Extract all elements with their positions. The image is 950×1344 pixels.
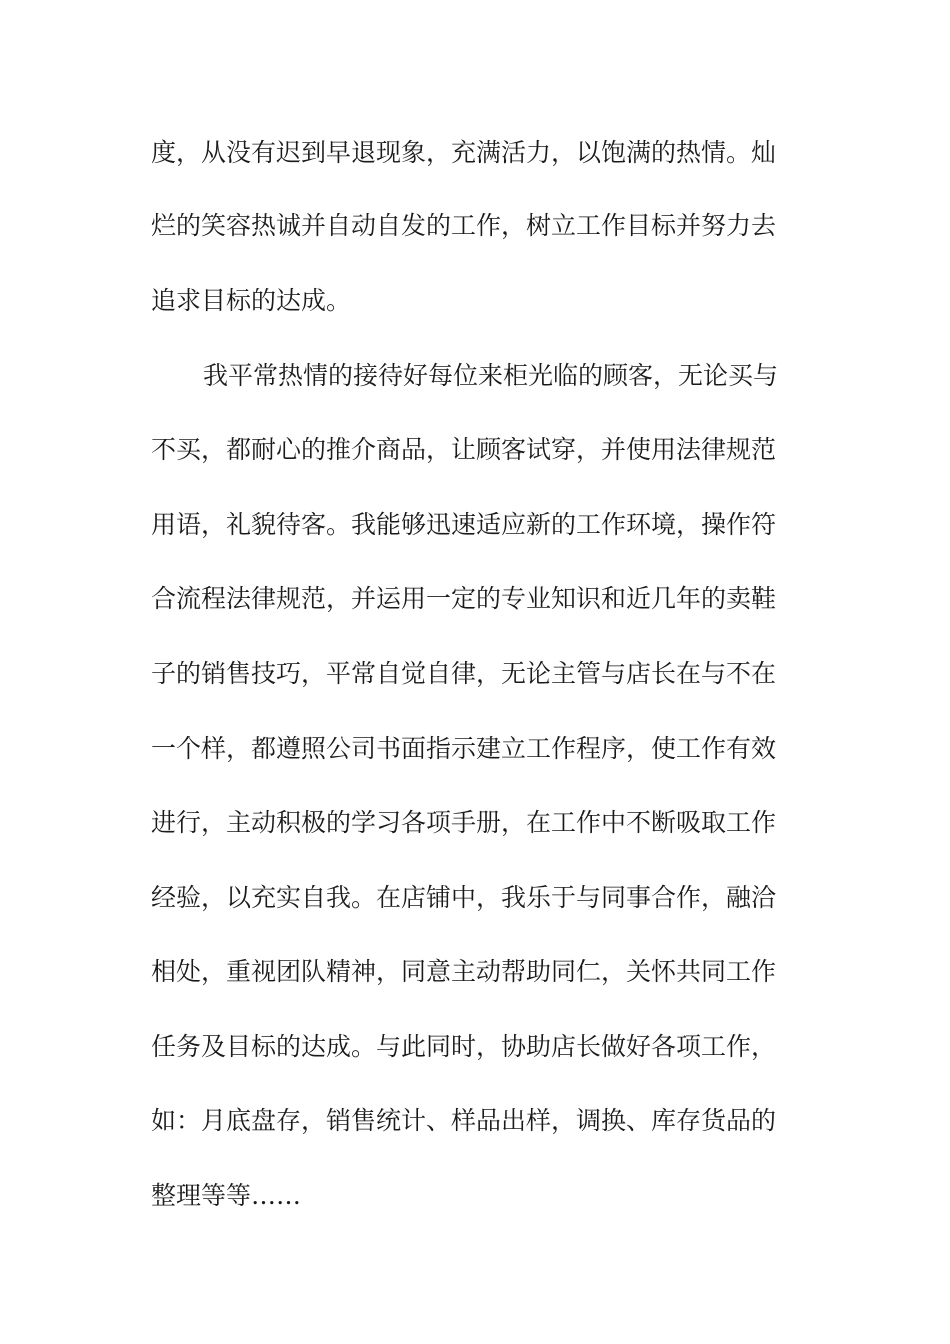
paragraph-line: 不买，都耐心的推介商品，让顾客试穿，并使用法律规范 [151, 435, 777, 464]
paragraph-line: 任务及目标的达成。与此同时，协助店长做好各项工作， [151, 1032, 777, 1061]
paragraph-line: 度，从没有迟到早退现象，充满活力，以饱满的热情。灿 [151, 138, 777, 167]
paragraph-line: 进行，主动积极的学习各项手册，在工作中不断吸取工作 [151, 808, 777, 837]
paragraph-line: 追求目标的达成。 [151, 286, 352, 315]
paragraph-line: 一个样，都遵照公司书面指示建立工作程序，使工作有效 [151, 734, 777, 763]
paragraph-line: 经验，以充实自我。在店铺中，我乐于与同事合作，融洽 [151, 883, 777, 912]
paragraph-line: 用语，礼貌待客。我能够迅速适应新的工作环境，操作符 [151, 510, 777, 539]
paragraph-line: 如：月底盘存，销售统计、样品出样，调换、库存货品的 [151, 1106, 777, 1135]
paragraph-line: 子的销售技巧，平常自觉自律，无论主管与店长在与不在 [151, 659, 777, 688]
paragraph-line: 相处，重视团队精神，同意主动帮助同仁，关怀共同工作 [151, 957, 777, 986]
paragraph-line: 烂的笑容热诚并自动自发的工作，树立工作目标并努力去 [151, 211, 777, 240]
paragraph-line: 合流程法律规范，并运用一定的专业知识和近几年的卖鞋 [151, 584, 777, 613]
paragraph-line: 整理等等…… [151, 1181, 302, 1210]
paragraph-line: 我平常热情的接待好每位来柜光临的顾客，无论买与 [203, 361, 779, 390]
